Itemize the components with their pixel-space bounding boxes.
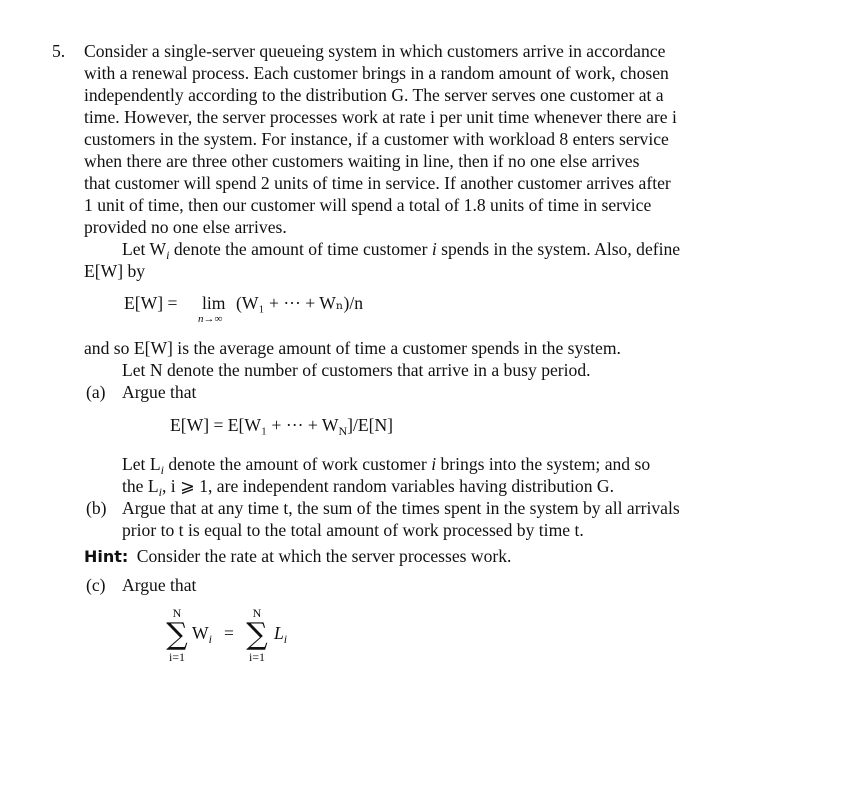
problem-line-7: that customer will spend 2 units of time in service. If another customer arrives after bbox=[84, 173, 671, 193]
let-l-start: Let L bbox=[122, 454, 161, 474]
hint-label: Hint: bbox=[84, 547, 129, 566]
sum-left-upper: N bbox=[172, 606, 182, 620]
let-n-line: Let N denote the number of customers that arrive in a busy period. bbox=[122, 360, 591, 380]
part-b-line-1: Argue that at any time t, the sum of the times spent in the system by all arrivals bbox=[122, 498, 680, 518]
sum-left-w: W bbox=[192, 623, 209, 643]
let-l-i: i bbox=[431, 454, 437, 474]
part-a-formula bbox=[170, 414, 393, 438]
let-l2-rest: , i ⩾ 1, are independent random variables having distribution G. bbox=[161, 476, 615, 496]
problem-line-1: Consider a single-server queueing system in which customers arrive in accordance bbox=[84, 41, 666, 61]
part-a-formula-sub: N bbox=[338, 424, 348, 438]
part-a-label: (a) bbox=[86, 382, 106, 402]
sum-left-lower: i=1 bbox=[168, 650, 186, 664]
formula-ew-right: (W₁ + ··· + Wₙ)/n bbox=[236, 293, 364, 313]
problem-line-8: 1 unit of time, then our customer will spend a total of 1.8 units of time in service bbox=[84, 195, 652, 215]
define-w-start: Let W bbox=[122, 239, 167, 259]
define-ew-line: E[W] by bbox=[84, 261, 146, 281]
formula-lim: lim bbox=[202, 293, 226, 313]
hint-text: Consider the rate at which the server processes work. bbox=[136, 546, 512, 566]
let-l-end: brings into the system; and so bbox=[436, 454, 651, 474]
part-b-label: (b) bbox=[86, 498, 107, 518]
formula-ew-left: E[W] = bbox=[124, 293, 178, 313]
part-a-text: Argue that bbox=[122, 382, 197, 402]
part-a-formula-main: E[W] = E[W₁ + ··· + W bbox=[170, 415, 339, 435]
formula-lim-sub: n→∞ bbox=[198, 313, 223, 325]
sum-left-w-sub: i bbox=[208, 632, 212, 646]
hint-line bbox=[84, 545, 511, 568]
let-l2-sub: i bbox=[158, 485, 162, 499]
problem-line-3: independently according to the distribution G. The server serves one customer at a bbox=[84, 85, 664, 105]
let-l-line-2 bbox=[122, 475, 614, 499]
sum-left bbox=[164, 606, 190, 664]
let-l-sub: i bbox=[160, 463, 164, 477]
part-a-formula-end: ]/E[N] bbox=[347, 415, 394, 435]
define-w-line bbox=[122, 238, 680, 262]
problem-line-2: with a renewal process. Each customer brings in a random amount of work, chosen bbox=[84, 63, 669, 83]
part-c-text: Argue that bbox=[122, 575, 197, 595]
sum-left-sigma-icon: ∑ bbox=[166, 617, 188, 652]
average-line: and so E[W] is the average amount of time a customer spends in the system. bbox=[84, 338, 621, 358]
sum-right-sigma-icon: ∑ bbox=[246, 617, 268, 652]
problem-line-9: provided no one else arrives. bbox=[84, 217, 287, 237]
sum-equals: = bbox=[224, 623, 234, 643]
sum-left-term bbox=[192, 622, 212, 646]
problem-line-6: when there are three other customers waiting in line, then if no one else arrives bbox=[84, 151, 640, 171]
define-w-i: i bbox=[431, 239, 437, 259]
sum-right-term bbox=[274, 622, 287, 646]
problem-line-5: customers in the system. For instance, if a customer with workload 8 enters service bbox=[84, 129, 669, 149]
let-l-mid: denote the amount of work customer bbox=[163, 454, 432, 474]
let-l2-start: the L bbox=[122, 476, 159, 496]
define-w-end: spends in the system. Also, define bbox=[436, 239, 681, 259]
sum-right-l-sub: i bbox=[283, 632, 288, 646]
define-w-sub: i bbox=[166, 248, 170, 262]
problem-line-4: time. However, the server processes work at rate i per unit time whenever there are i bbox=[84, 107, 677, 127]
sum-right bbox=[244, 606, 270, 664]
sum-right-l: L bbox=[274, 623, 284, 643]
problem-number: 5. bbox=[52, 41, 66, 61]
part-c-label: (c) bbox=[86, 575, 106, 595]
sum-right-lower: i=1 bbox=[248, 650, 266, 664]
part-b-line-2: prior to t is equal to the total amount of work processed by time t. bbox=[122, 520, 584, 540]
define-w-mid: denote the amount of time customer bbox=[169, 239, 432, 259]
let-l-line-1 bbox=[122, 453, 650, 477]
sum-right-upper: N bbox=[252, 606, 262, 620]
